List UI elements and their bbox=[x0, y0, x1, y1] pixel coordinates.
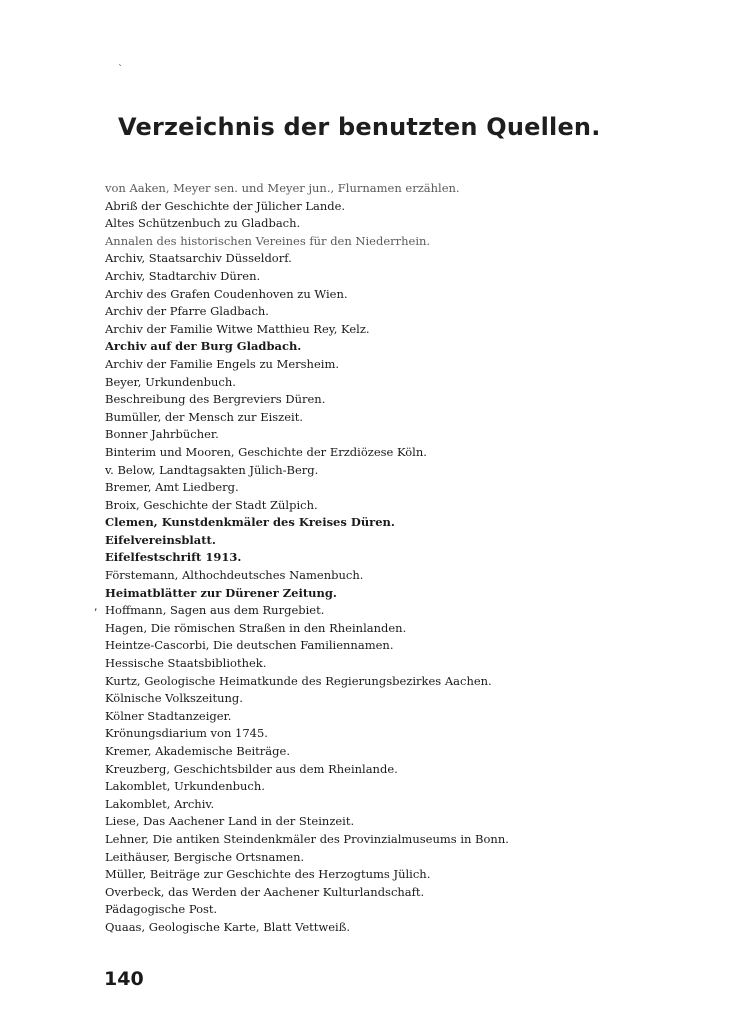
source-entry: Archiv der Familie Engels zu Mersheim. bbox=[105, 356, 340, 371]
margin-mark: , bbox=[94, 600, 98, 613]
source-entry: Lakomblet, Urkundenbuch. bbox=[105, 779, 265, 794]
page-number: 140 bbox=[104, 968, 144, 990]
source-entry: Förstemann, Althochdeutsches Namenbuch. bbox=[105, 568, 364, 583]
source-entry: Lehner, Die antiken Steindenkmäler des Provinzialmuseums in Bonn. bbox=[105, 831, 509, 846]
source-entry: Heimatblätter zur Dürener Zeitung. bbox=[105, 585, 337, 600]
source-entry: Pädagogische Post. bbox=[105, 902, 218, 917]
source-entry: Beyer, Urkundenbuch. bbox=[105, 374, 236, 389]
source-entry: Krönungsdiarium von 1745. bbox=[105, 726, 268, 741]
page-title: Verzeichnis der benutzten Quellen. bbox=[118, 113, 601, 141]
source-entry: Hessische Staatsbibliothek. bbox=[105, 656, 267, 671]
source-entry: Lakomblet, Archiv. bbox=[105, 796, 215, 811]
source-list bbox=[105, 180, 645, 937]
source-entry: Hoffmann, Sagen aus dem Rurgebiet. bbox=[105, 603, 325, 618]
source-entry: Kremer, Akademische Beiträge. bbox=[105, 744, 290, 758]
source-entry: Quaas, Geologische Karte, Blatt Vettweiß. bbox=[105, 919, 351, 934]
source-entry: Eifelvereinsblatt. bbox=[105, 532, 216, 547]
source-entry: Kölnische Volkszeitung. bbox=[105, 691, 243, 706]
source-entry: Hagen, Die römischen Straßen in den Rheinlanden. bbox=[105, 620, 407, 635]
source-entry: Clemen, Kunstdenkmäler des Kreises Düren. bbox=[105, 515, 395, 530]
source-entry: Archiv der Pfarre Gladbach. bbox=[105, 304, 269, 319]
source-entry: von Aaken, Meyer sen. und Meyer jun., Flurnamen erzählen. bbox=[105, 181, 460, 195]
source-entry: Archiv der Familie Witwe Matthieu Rey, Kelz. bbox=[105, 321, 370, 336]
source-entry: Archiv auf der Burg Gladbach. bbox=[105, 339, 302, 354]
source-entry: Archiv des Grafen Coudenhoven zu Wien. bbox=[105, 286, 348, 301]
source-entry: Kölner Stadtanzeiger. bbox=[105, 708, 232, 723]
source-entry: Bremer, Amt Liedberg. bbox=[105, 480, 239, 495]
source-entry: Annalen des historischen Vereines für den Niederrhein. bbox=[105, 233, 431, 248]
source-entry: Broix, Geschichte der Stadt Zülpich. bbox=[105, 497, 318, 512]
source-entry: v. Below, Landtagsakten Jülich-Berg. bbox=[105, 462, 319, 477]
source-entry: Binterim und Mooren, Geschichte der Erzdiözese Köln. bbox=[105, 444, 427, 459]
stray-mark: ` bbox=[118, 64, 123, 75]
source-entry: Archiv, Stadtarchiv Düren. bbox=[105, 268, 261, 283]
source-entry: Bumüller, der Mensch zur Eiszeit. bbox=[105, 409, 303, 424]
source-entry: Abriß der Geschichte der Jülicher Lande. bbox=[105, 198, 346, 213]
source-entry: Kreuzberg, Geschichtsbilder aus dem Rheinlande. bbox=[105, 761, 398, 776]
source-entry: Heintze-Cascorbi, Die deutschen Familiennamen. bbox=[105, 638, 394, 653]
source-entry: Overbeck, das Werden der Aachener Kulturlandschaft. bbox=[105, 884, 425, 899]
source-entry: Leithäuser, Bergische Ortsnamen. bbox=[105, 849, 305, 864]
source-entry: Beschreibung des Bergreviers Düren. bbox=[105, 392, 326, 407]
source-entry: Müller, Beiträge zur Geschichte des Herzogtums Jülich. bbox=[105, 867, 431, 882]
source-entry: Kurtz, Geologische Heimatkunde des Regierungsbezirkes Aachen. bbox=[105, 673, 492, 688]
source-entry: Altes Schützenbuch zu Gladbach. bbox=[105, 216, 301, 231]
source-entry: Archiv, Staatsarchiv Düsseldorf. bbox=[105, 251, 292, 266]
source-entry: Liese, Das Aachener Land in der Steinzeit. bbox=[105, 814, 355, 829]
source-entry: Bonner Jahrbücher. bbox=[105, 427, 219, 442]
source-entry: Eifelfestschrift 1913. bbox=[105, 550, 242, 565]
